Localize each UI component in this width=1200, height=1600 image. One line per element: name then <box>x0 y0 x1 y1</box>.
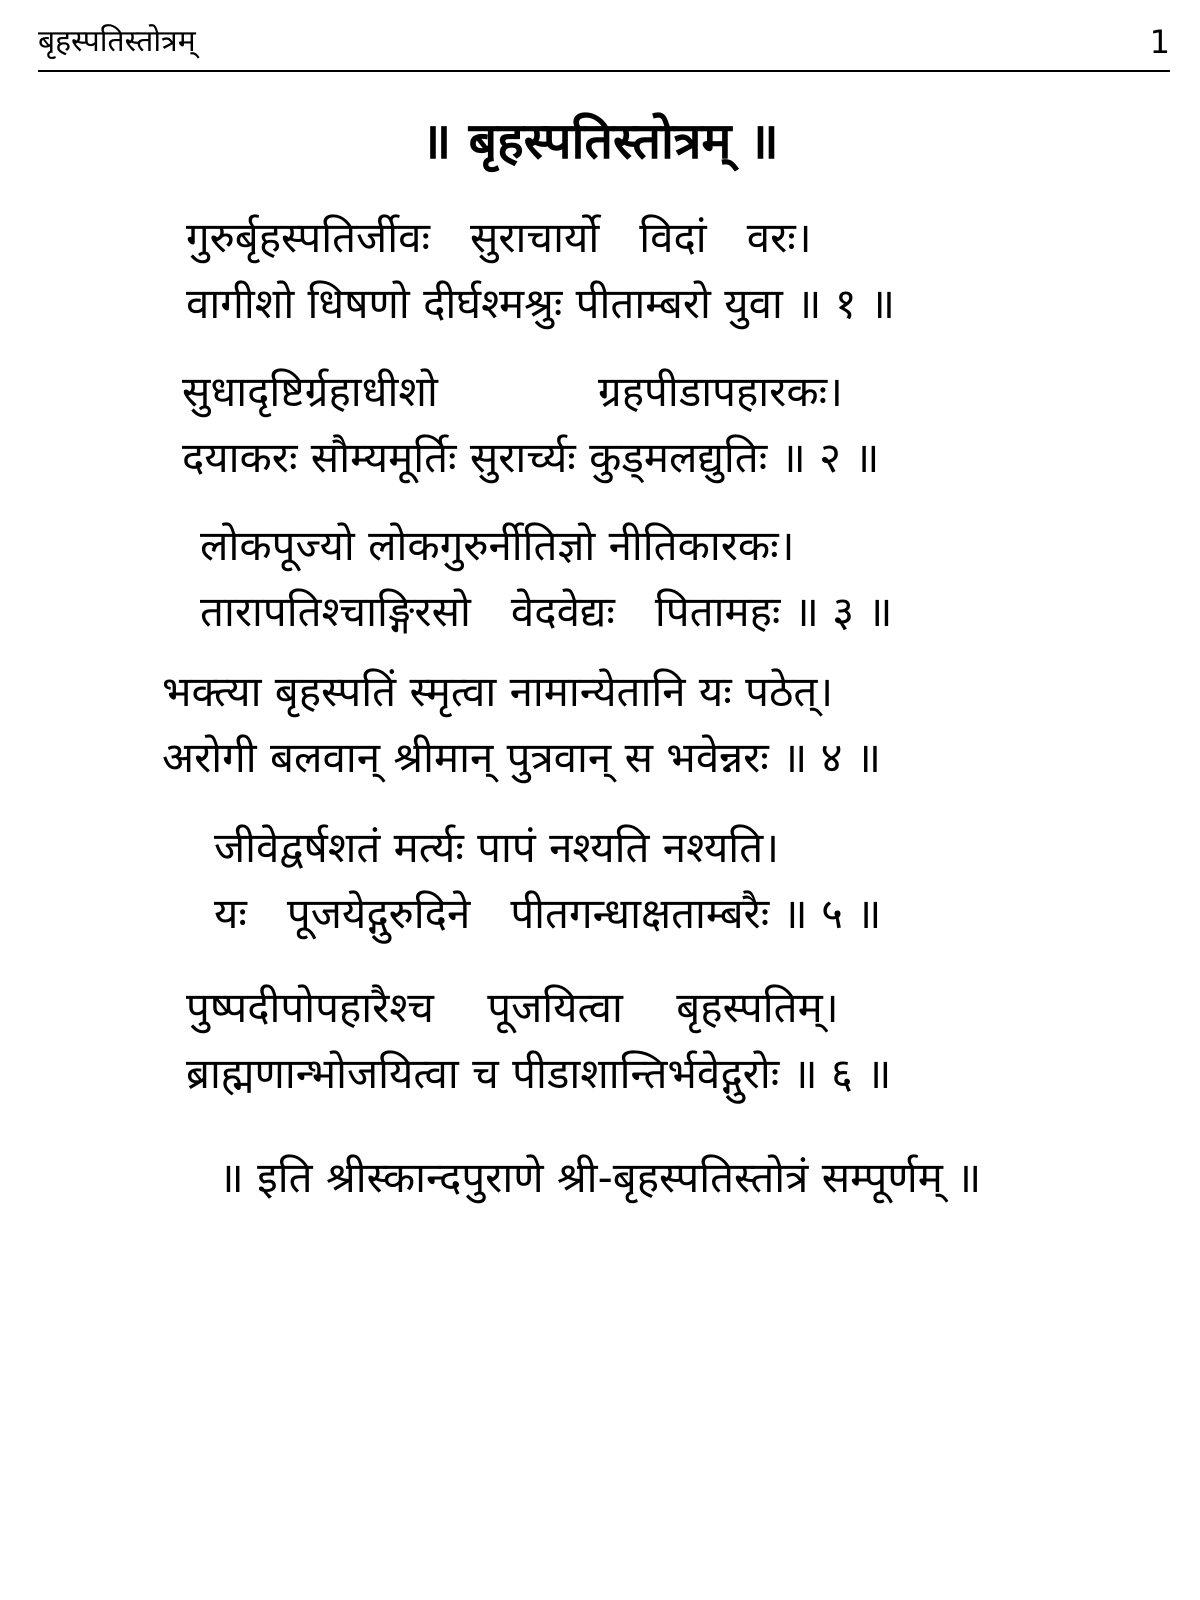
running-header-title: बृहस्पतिस्तोत्रम् <box>38 24 196 59</box>
verse-6-line-2: ब्राह्मणान्भोजयित्वा च पीडाशान्तिर्भवेद्गुरोः ॥ ६ ॥ <box>186 1049 892 1098</box>
page-header <box>38 18 1170 72</box>
verse-5-line-2: यः पूजयेद्गुरुदिने पीतगन्धाक्षताम्बरैः ॥ ५ ॥ <box>214 889 882 938</box>
verse-4-line-1: भक्त्या बृहस्पतिं स्मृत्वा नामान्येतानि यः पठेत्। <box>162 667 834 716</box>
verse-3-line-2: तारापतिश्चाङ्गिरसो वेदवेद्यः पितामहः ॥ ३ ॥ <box>200 587 893 636</box>
verse-1-line-2: वागीशो धिषणो दीर्घश्मश्रुः पीताम्बरो युवा ॥ १ ॥ <box>186 279 896 328</box>
verse-2-line-2: दयाकरः सौम्यमूर्तिः सुरार्च्यः कुड्मलद्युतिः ॥ २ ॥ <box>182 433 880 482</box>
verse-6-line-1: पुष्पदीपोपहारैश्च पूजयित्वा बृहस्पतिम्। <box>186 983 839 1032</box>
stotram-title: ॥ बृहस्पतिस्तोत्रम् ॥ <box>421 112 779 170</box>
verse-1-line-1: गुरुर्बृहस्पतिर्जीवः सुराचार्यो विदां वरः। <box>186 213 812 262</box>
verse-3-line-1: लोकपूज्यो लोकगुरुर्नीतिज्ञो नीतिकारकः। <box>200 521 795 570</box>
verse-2-line-1: सुधादृष्टिर्ग्रहाधीशो ग्रहपीडापहारकः। <box>182 367 843 416</box>
verse-5-line-1: जीवेद्वर्षशतं मर्त्यः पापं नश्यति नश्यति। <box>214 823 780 872</box>
verse-4-line-2: अरोगी बलवान् श्रीमान् पुत्रवान् स भवेन्नरः ॥ ४ ॥ <box>162 733 881 782</box>
page-number: 1 <box>1149 23 1170 61</box>
colophon: ॥ इति श्रीस्कान्दपुराणे श्री-बृहस्पतिस्तोत्रं सम्पूर्णम् ॥ <box>218 1153 982 1202</box>
